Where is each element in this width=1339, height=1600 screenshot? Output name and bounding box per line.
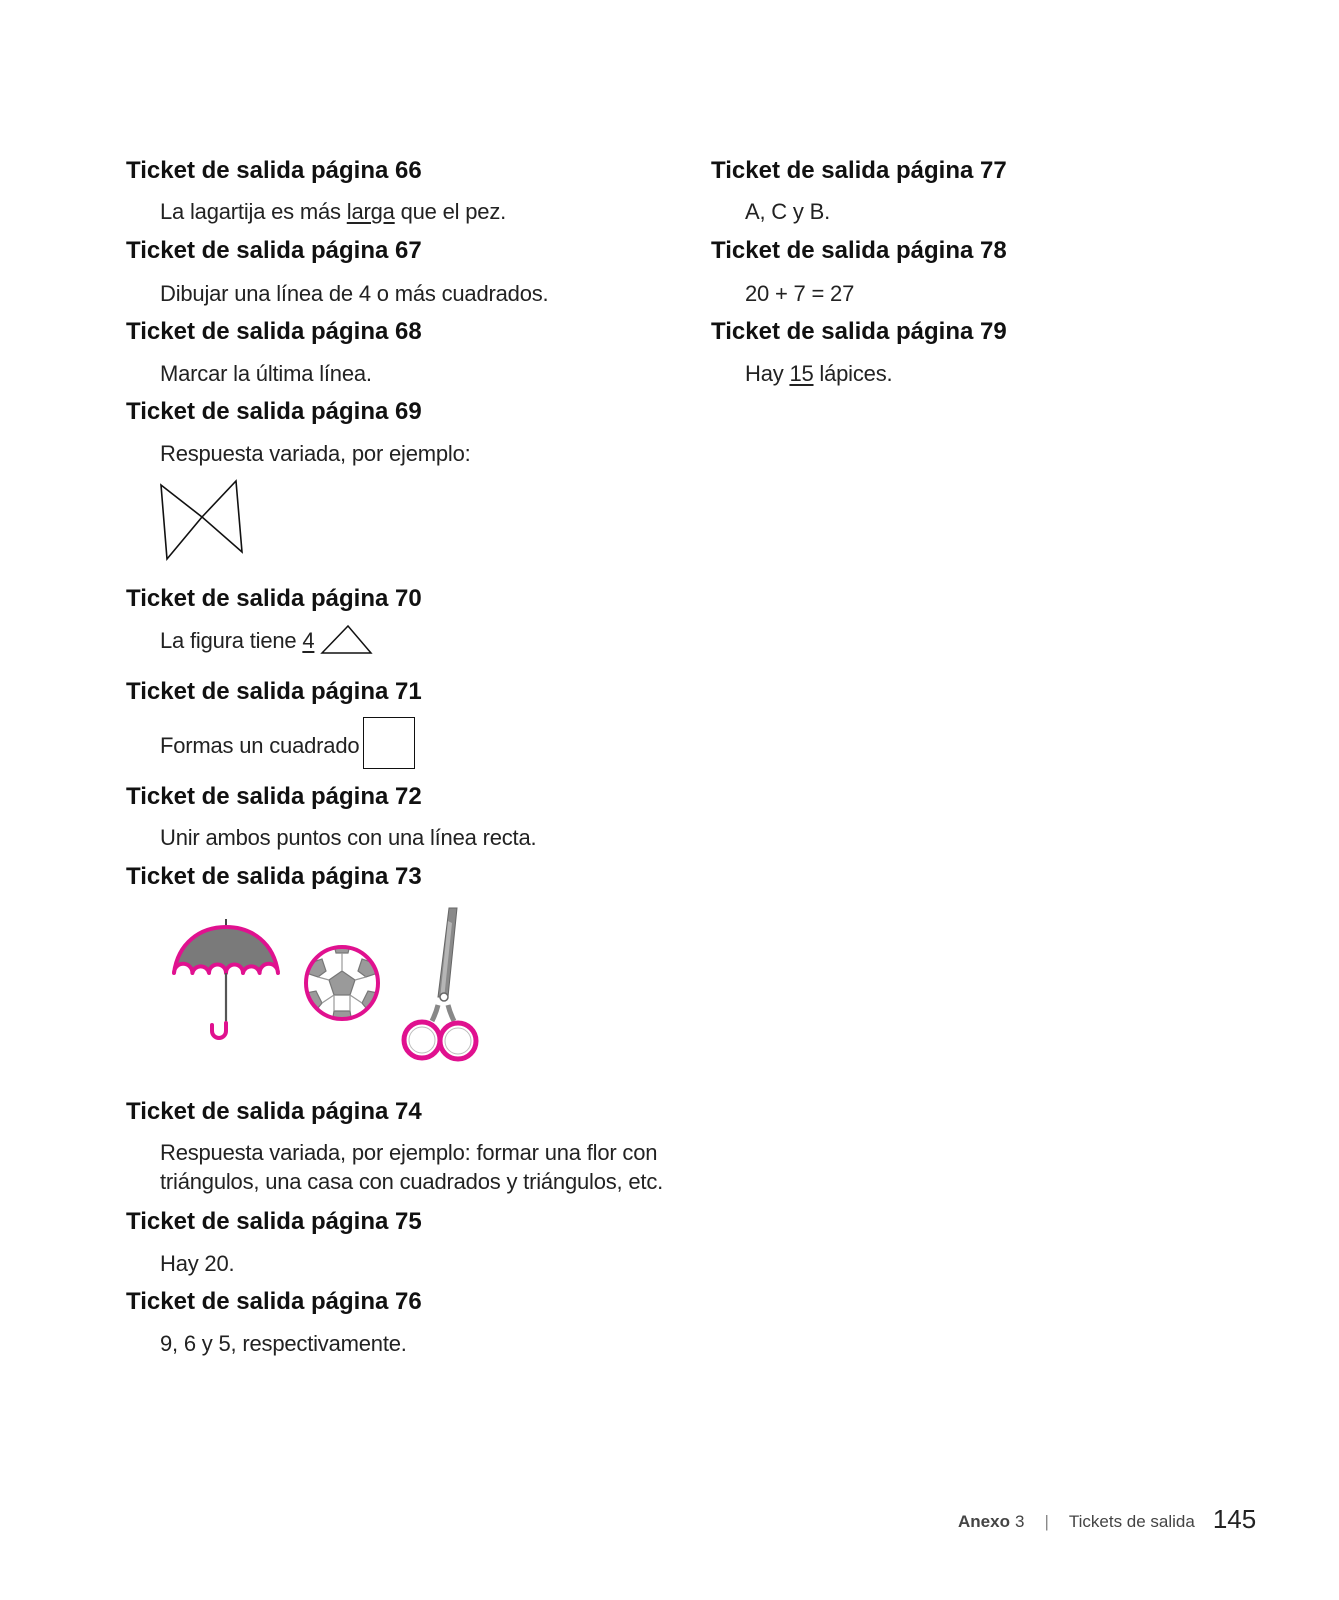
ticket-heading-76: Ticket de salida página 76 [126, 1288, 422, 1315]
ticket-answer-68: Marcar la última línea. [160, 361, 372, 386]
answer-text: lápices. [813, 361, 893, 386]
ticket-answer-77: A, C y B. [745, 199, 830, 224]
triangle-icon [319, 623, 375, 657]
ticket-heading-79: Ticket de salida página 79 [711, 318, 1007, 345]
answer-text: La figura tiene [160, 628, 303, 653]
ticket-heading-75: Ticket de salida página 75 [126, 1208, 422, 1235]
answer-text: que el pez. [394, 199, 507, 224]
ticket-answer-74-line1: Respuesta variada, por ejemplo: formar una flor con [160, 1140, 658, 1165]
page-footer [958, 1500, 1256, 1532]
ticket-heading-68: Ticket de salida página 68 [126, 318, 422, 345]
ticket-answer-66 [160, 199, 506, 225]
ticket-heading-67: Ticket de salida página 67 [126, 237, 422, 264]
ticket-heading-70: Ticket de salida página 70 [126, 585, 422, 612]
answer-underlined: larga [346, 199, 395, 224]
ticket-answer-75: Hay 20. [160, 1251, 235, 1276]
footer-section: Tickets de salida [1068, 1512, 1195, 1531]
ticket-heading-69: Ticket de salida página 69 [126, 398, 422, 425]
ticket-heading-77: Ticket de salida página 77 [711, 157, 1007, 184]
ticket-heading-74: Ticket de salida página 74 [126, 1098, 422, 1125]
ticket-heading-71: Ticket de salida página 71 [126, 678, 422, 705]
answer-underlined: 4 [302, 628, 315, 653]
ticket-answer-79 [745, 361, 892, 387]
answer-text: Hay [745, 361, 790, 386]
ticket-answer-78: 20 + 7 = 27 [745, 281, 855, 306]
ticket-heading-72: Ticket de salida página 72 [126, 783, 422, 810]
footer-annex-number: 3 [1014, 1512, 1025, 1531]
soccer-ball-icon [300, 941, 384, 1025]
ticket-heading-73: Ticket de salida página 73 [126, 863, 422, 890]
page-number: 145 [1212, 1504, 1257, 1534]
square-icon [363, 717, 415, 769]
ticket-answer-71: Formas un cuadrado [160, 733, 360, 758]
ticket-answer-70 [160, 628, 314, 654]
ticket-answer-74-line2: triángulos, una casa con cuadrados y triángulos, etc. [160, 1169, 664, 1194]
umbrella-icon [168, 915, 284, 1045]
ticket-answer-76: 9, 6 y 5, respectivamente. [160, 1331, 407, 1356]
ticket-answer-67: Dibujar una línea de 4 o más cuadrados. [160, 281, 549, 306]
answer-underlined: 15 [789, 361, 814, 386]
scissors-icon [396, 905, 488, 1067]
bowtie-figure [155, 475, 250, 565]
ticket-answer-72: Unir ambos puntos con una línea recta. [160, 825, 537, 850]
ticket-heading-78: Ticket de salida página 78 [711, 237, 1007, 264]
ticket-answer-69: Respuesta variada, por ejemplo: [160, 441, 471, 466]
answer-text: La lagartija es más [160, 199, 347, 224]
ticket-heading-66: Ticket de salida página 66 [126, 157, 422, 184]
footer-separator: | [1044, 1512, 1049, 1531]
footer-annex-label: Anexo [958, 1512, 1010, 1531]
